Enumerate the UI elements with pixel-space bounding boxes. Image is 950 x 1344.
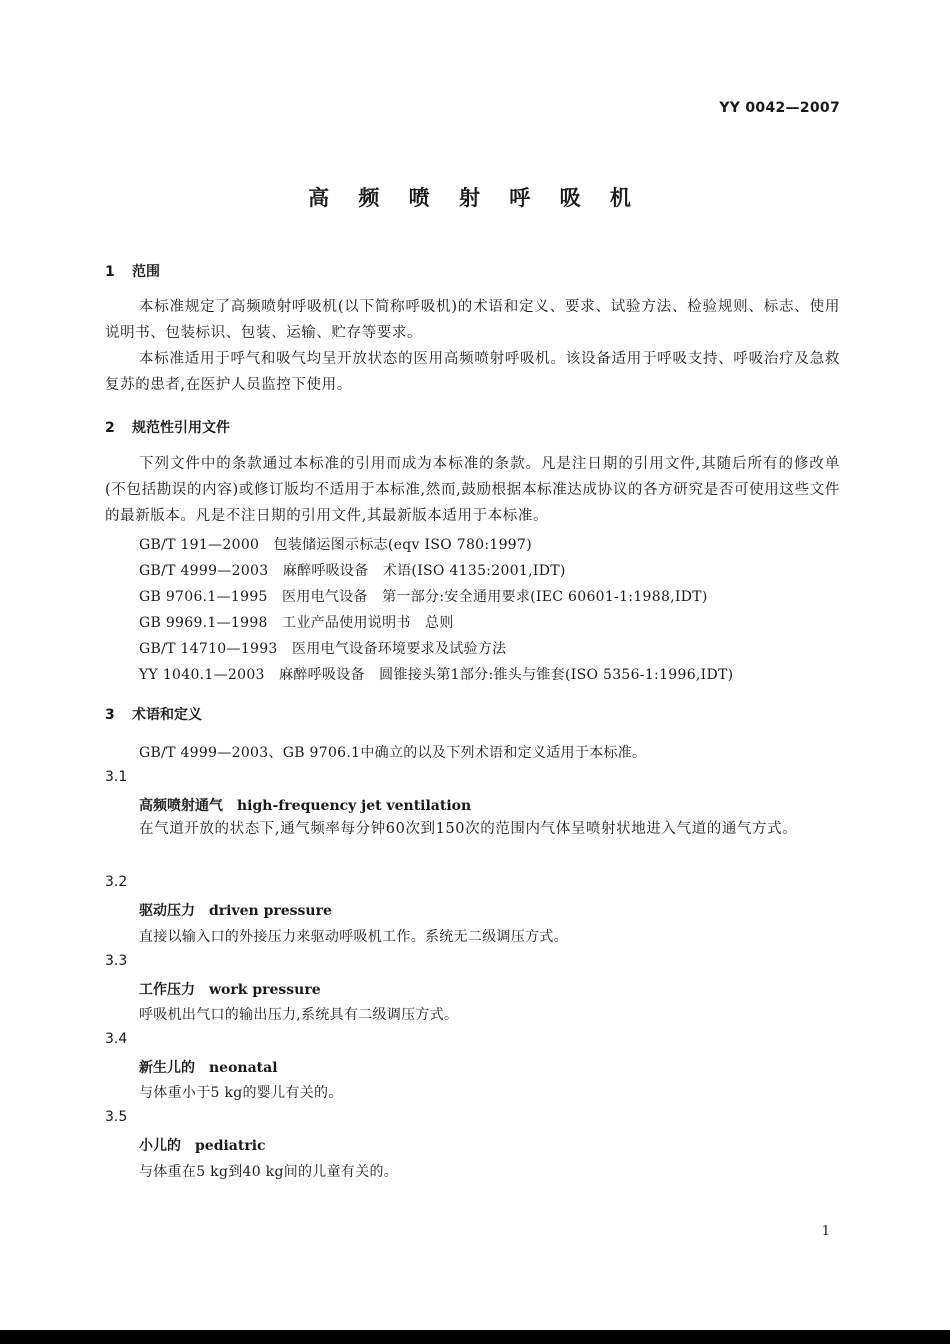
term-heading — [139, 1135, 266, 1155]
term-heading — [139, 795, 471, 815]
term-number: 3.1 — [105, 769, 128, 785]
term-definition: 与体重在5 kg到40 kg间的儿童有关的。 — [139, 1164, 399, 1180]
term-en: work pressure — [209, 982, 321, 998]
section-1-paragraph-1: 本标准规定了高频喷射呼吸机(以下简称呼吸机)的术语和定义、要求、试验方法、检验规则、标志、使用说明书、包装标识、包装、运输、贮存等要求。 — [105, 299, 840, 341]
term-definition: 直接以输入口的外接压力来驱动呼吸机工作。系统无二级调压方式。 — [139, 929, 568, 945]
term-en: neonatal — [209, 1060, 278, 1076]
term-cn: 新生儿的 — [139, 1060, 195, 1076]
term-heading — [139, 1057, 278, 1077]
term-en: pediatric — [195, 1138, 266, 1154]
term-number: 3.2 — [105, 874, 128, 890]
term-number: 3.3 — [105, 953, 128, 969]
section-3-heading — [105, 704, 202, 724]
reference-item: YY 1040.1—2003 麻醉呼吸设备 圆锥接头第1部分:锥头与锥套(ISO 5356-1:1996,IDT) — [139, 667, 734, 683]
section-title: 规范性引用文件 — [132, 420, 230, 436]
scan-edge-bar — [0, 1330, 950, 1344]
term-number: 3.5 — [105, 1109, 128, 1125]
term-definition: 在气道开放的状态下,通气频率每分钟60次到150次的范围内气体呈喷射状地进入气道的通气方式。 — [139, 821, 798, 837]
section-title: 术语和定义 — [132, 707, 202, 723]
term-definition: 呼吸机出气口的输出压力,系统具有二级调压方式。 — [139, 1007, 459, 1023]
reference-item: GB/T 4999—2003 麻醉呼吸设备 术语(ISO 4135:2001,IDT) — [139, 563, 566, 579]
section-2-paragraph-1: 下列文件中的条款通过本标准的引用而成为本标准的条款。凡是注日期的引用文件,其随后所有的修改单(不包括勘误的内容)或修订版均不适用于本标准,然而,鼓励根据本标准达成协议的各方研究是否可使用这些文件的最新版本。凡是不注日期的引用文件,其最新版本适用于本标准。 — [105, 456, 840, 524]
term-en: driven pressure — [209, 903, 332, 919]
page-number: 1 — [821, 1224, 830, 1239]
term-cn: 驱动压力 — [139, 903, 195, 919]
term-definition: 与体重小于5 kg的婴儿有关的。 — [139, 1085, 343, 1101]
reference-item: GB/T 14710—1993 医用电气设备环境要求及试验方法 — [139, 641, 507, 657]
section-1-paragraph-2: 本标准适用于呼气和吸气均呈开放状态的医用高频喷射呼吸机。该设备适用于呼吸支持、呼吸治疗及急救复苏的患者,在医护人员监控下使用。 — [105, 351, 840, 393]
section-1-heading — [105, 261, 160, 281]
term-number: 3.4 — [105, 1031, 128, 1047]
term-en: high-frequency jet ventilation — [237, 798, 472, 814]
term-cn: 小儿的 — [139, 1138, 181, 1154]
section-number: 2 — [105, 420, 115, 436]
section-3-intro: GB/T 4999—2003、GB 9706.1中确立的以及下列术语和定义适用于本标准。 — [139, 745, 647, 761]
section-number: 1 — [105, 264, 115, 280]
reference-item: GB 9706.1—1995 医用电气设备 第一部分:安全通用要求(IEC 60601-1:1988,IDT) — [139, 589, 708, 605]
standard-code: YY 0042—2007 — [719, 100, 840, 116]
term-heading — [139, 979, 321, 999]
section-number: 3 — [105, 707, 115, 723]
term-cn: 高频喷射通气 — [139, 798, 223, 814]
reference-item: GB/T 191—2000 包装储运图示标志(eqv ISO 780:1997) — [139, 537, 532, 553]
term-cn: 工作压力 — [139, 982, 195, 998]
term-heading — [139, 900, 332, 920]
reference-item: GB 9969.1—1998 工业产品使用说明书 总则 — [139, 615, 454, 631]
document-title: 高 频 喷 射 呼 吸 机 — [308, 186, 642, 210]
section-2-heading — [105, 417, 230, 437]
section-title: 范围 — [132, 264, 160, 280]
